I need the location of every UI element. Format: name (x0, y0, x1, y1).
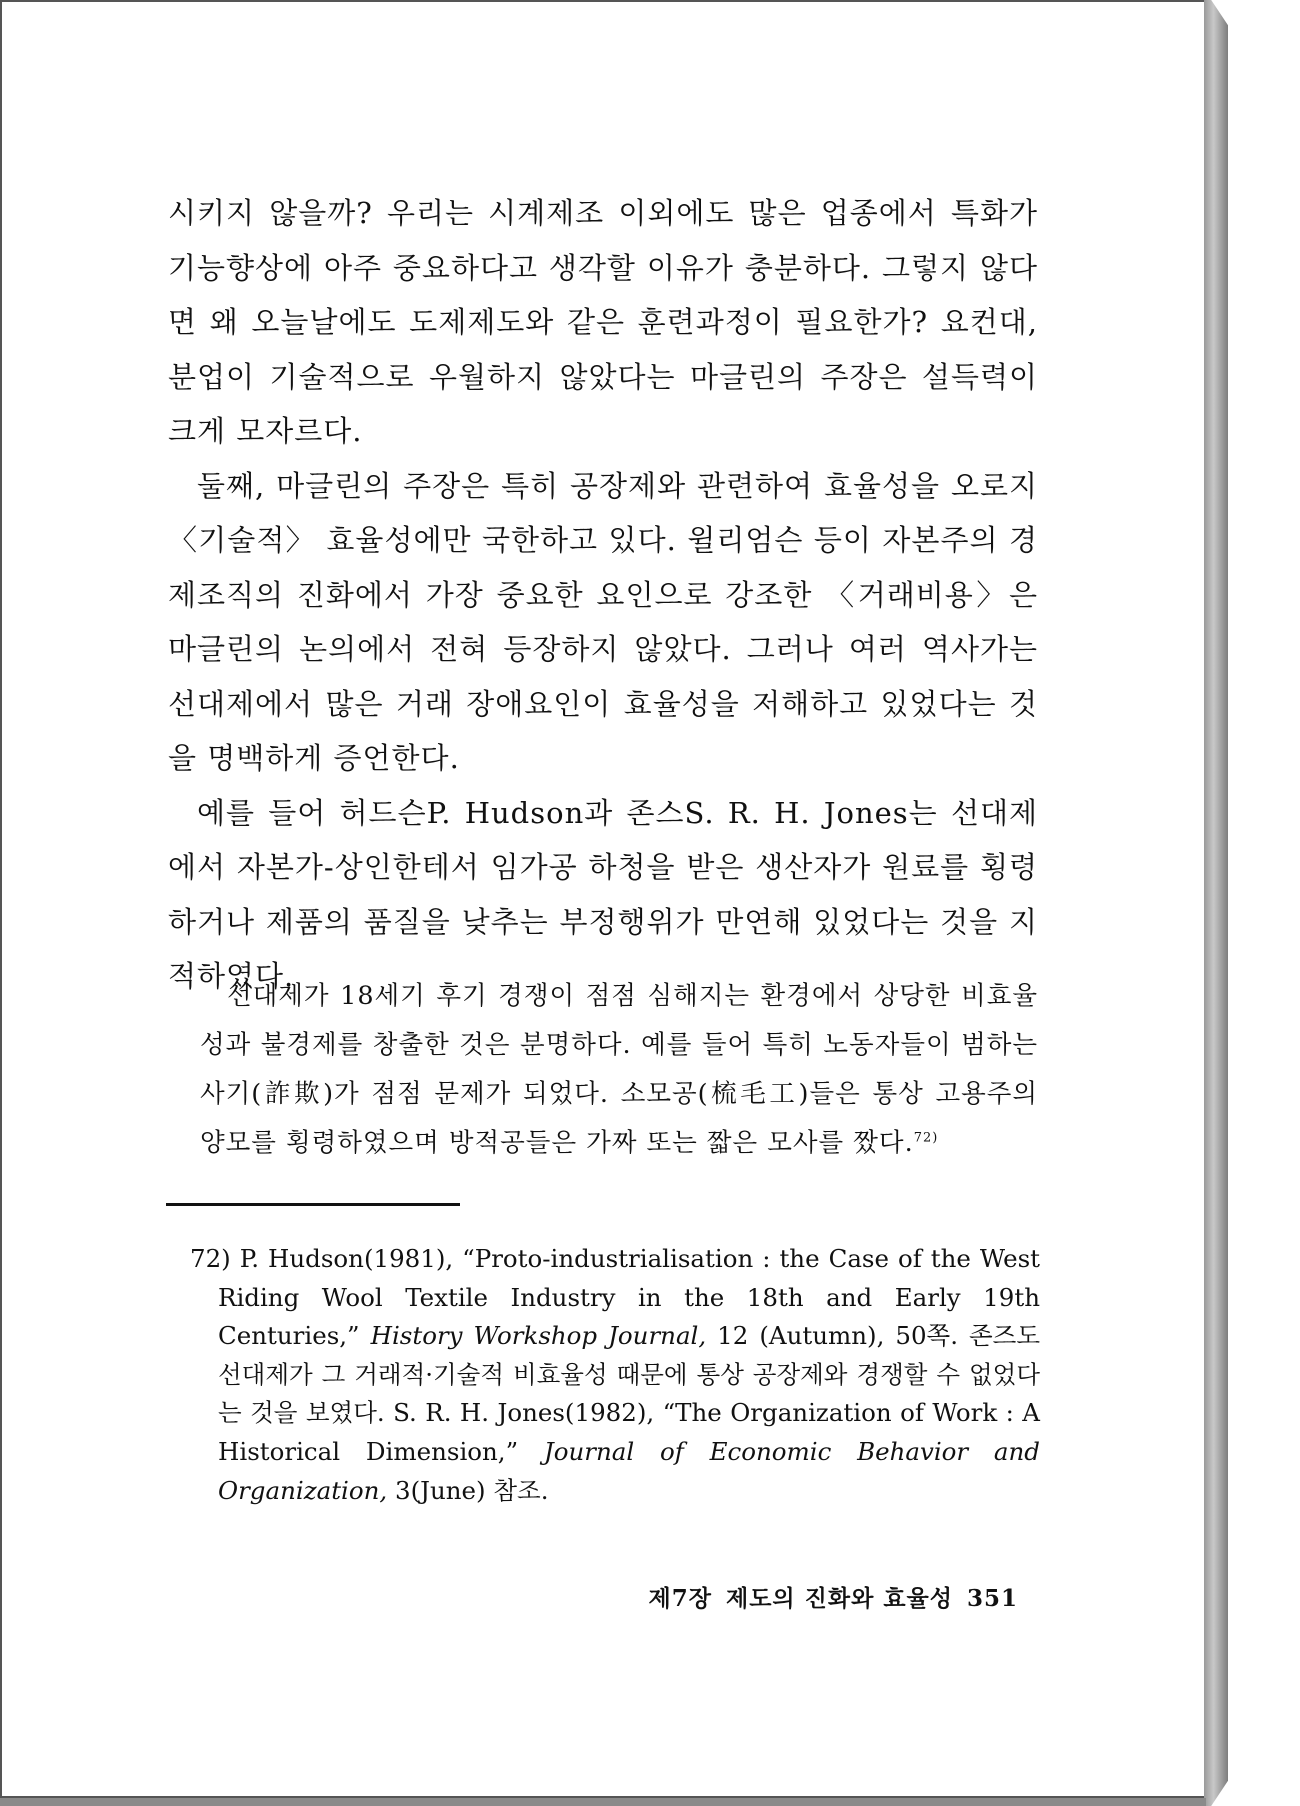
footnote-citation-1: P. Hudson(1981), “Proto-industrialisation : the Case of the West Riding Wool Textile Industry in the 18th and Early 19th Centuries,” (218, 1244, 1040, 1351)
page-stack-edge (1204, 0, 1228, 1806)
footnote-journal-1: History Workshop Journal, (370, 1321, 707, 1351)
page-number: 351 (966, 1585, 1018, 1612)
footnote-citation-3: 3(June) 참조. (387, 1475, 549, 1505)
body-text (168, 186, 1038, 1004)
block-quote-text: 선대제가 18세기 후기 경쟁이 점점 심해지는 환경에서 상당한 비효율성과 불경제를 창출한 것은 분명하다. 예를 들어 특히 노동자들이 범하는 사기(詐欺)가 점점 문제가 되었다. 소모공(梳毛工)들은 통상 고용주의 양모를 횡령하였으며 방적공들은 가짜 또는 짧은 모사를 짰다. (200, 981, 1038, 1158)
page-bottom-edge (0, 1798, 1206, 1806)
body-paragraph-1: 시키지 않을까? 우리는 시계제조 이외에도 많은 업종에서 특화가 기능향상에 아주 중요하다고 생각할 이유가 충분하다. 그렇지 않다면 왜 오늘날에도 도제제도와 같은 훈련과정이 필요한가? 요컨대, 분업이 기술적으로 우월하지 않았다는 마글린의 주장은 설득력이 크게 모자르다. (168, 196, 1038, 448)
footnote-reference-72: 72) (913, 1130, 939, 1146)
body-paragraph-2: 둘째, 마글린의 주장은 특히 공장제와 관련하여 효율성을 오로지 〈기술적〉 효율성에만 국한하고 있다. 윌리엄슨 등이 자본주의 경제조직의 진화에서 가장 중요한 요인으로 강조한 〈거래비용〉은 마글린의 논의에서 전혀 등장하지 않았다. 그러나 여러 역사가는 선대제에서 많은 거래 장애요인이 효율성을 저해하고 있었다는 것을 명백하게 증언한다. (168, 468, 1038, 775)
footnote-number: 72) (190, 1244, 231, 1273)
footnote-journal-2: Journal of Economic Behavior and Organization, (218, 1436, 1040, 1505)
footnote-72 (190, 1240, 1040, 1510)
footer-chapter: 제7장 (648, 1585, 712, 1612)
body-paragraph-3: 예를 들어 허드슨P. Hudson과 존스S. R. H. Jones는 선대제에서 자본가-상인한테서 임가공 하청을 받은 생산자가 원료를 횡령하거나 제품의 품질을 낮추는 부정행위가 만연해 있었다는 것을 지적하였다. (168, 795, 1038, 993)
footnote-citation-2: 12 (Autumn), 50쪽. 존즈도 선대제가 그 거래적·기술적 비효율성 때문에 통상 공장제와 경쟁할 수 없었다는 것을 보였다. S. R. H. Jones(1982), “The Organization of Work : A Historical Dimension,” (218, 1321, 1040, 1466)
footnote-72-text (190, 1240, 1040, 1510)
block-quote-paragraph (200, 972, 1038, 1168)
running-footer (598, 1580, 1018, 1613)
footnote-divider (166, 1203, 460, 1206)
block-quote (200, 972, 1038, 1168)
footer-chapter-title: 제도의 진화와 효율성 (726, 1585, 953, 1612)
